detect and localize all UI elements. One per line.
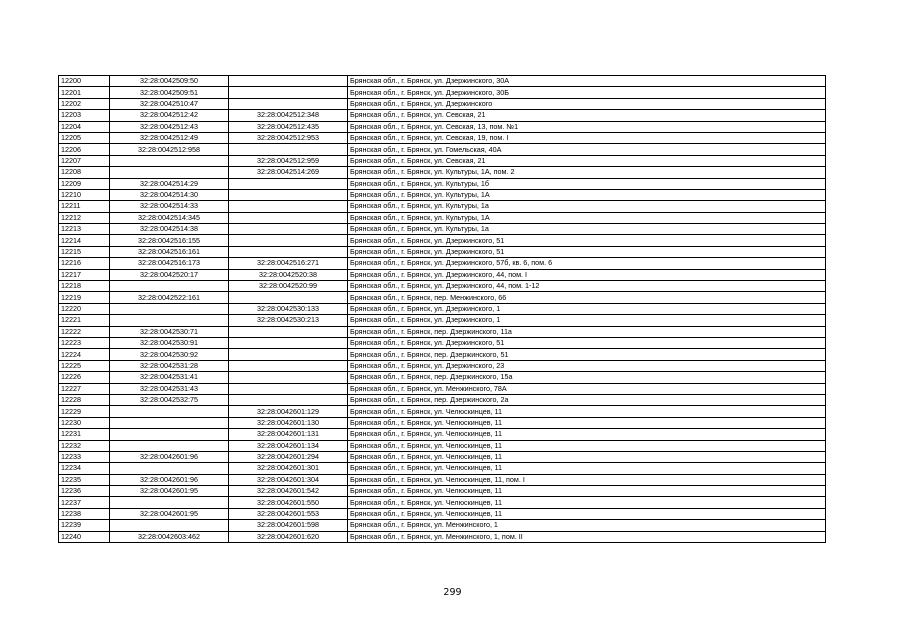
table-row <box>59 417 826 428</box>
building-cadastral-number-cell <box>229 383 348 394</box>
land-cadastral-number-cell: 32:28:0042516:173 <box>110 258 229 269</box>
building-cadastral-number-cell: 32:28:0042530:133 <box>229 303 348 314</box>
row-number-cell: 12211 <box>59 201 110 212</box>
address-cell: Брянская обл., г. Брянск, ул. Челюскинцев, 11 <box>348 440 826 451</box>
table-row <box>59 520 826 531</box>
table-row <box>59 440 826 451</box>
building-cadastral-number-cell: 32:28:0042601:294 <box>229 451 348 462</box>
table-row <box>59 189 826 200</box>
row-number-cell: 12237 <box>59 497 110 508</box>
address-cell: Брянская обл., г. Брянск, пер. Дзержинского, 51 <box>348 349 826 360</box>
row-number-cell: 12227 <box>59 383 110 394</box>
land-cadastral-number-cell <box>110 281 229 292</box>
address-cell: Брянская обл., г. Брянск, ул. Дзержинского, 57б, кв. 6, пом. 6 <box>348 258 826 269</box>
address-cell: Брянская обл., г. Брянск, ул. Челюскинцев, 11 <box>348 463 826 474</box>
building-cadastral-number-cell: 32:28:0042530:213 <box>229 315 348 326</box>
address-cell: Брянская обл., г. Брянск, ул. Культуры, 1б <box>348 178 826 189</box>
building-cadastral-number-cell: 32:28:0042601:301 <box>229 463 348 474</box>
table-row <box>59 474 826 485</box>
address-cell: Брянская обл., г. Брянск, ул. Дзержинского <box>348 98 826 109</box>
building-cadastral-number-cell <box>229 144 348 155</box>
row-number-cell: 12215 <box>59 246 110 257</box>
table-row <box>59 201 826 212</box>
building-cadastral-number-cell: 32:28:0042601:542 <box>229 486 348 497</box>
building-cadastral-number-cell <box>229 337 348 348</box>
address-cell: Брянская обл., г. Брянск, ул. Челюскинцев, 11 <box>348 497 826 508</box>
table-row <box>59 155 826 166</box>
land-cadastral-number-cell <box>110 463 229 474</box>
land-cadastral-number-cell <box>110 155 229 166</box>
address-cell: Брянская обл., г. Брянск, ул. Челюскинцев, 11 <box>348 417 826 428</box>
land-cadastral-number-cell <box>110 440 229 451</box>
building-cadastral-number-cell: 32:28:0042601:550 <box>229 497 348 508</box>
address-cell: Брянская обл., г. Брянск, ул. Гомельская, 40А <box>348 144 826 155</box>
table-row <box>59 246 826 257</box>
table-row <box>59 235 826 246</box>
table-row <box>59 429 826 440</box>
building-cadastral-number-cell <box>229 76 348 87</box>
address-cell: Брянская обл., г. Брянск, ул. Менжинского, 1, пом. II <box>348 531 826 542</box>
row-number-cell: 12218 <box>59 281 110 292</box>
table-row <box>59 178 826 189</box>
building-cadastral-number-cell <box>229 372 348 383</box>
table-row <box>59 315 826 326</box>
land-cadastral-number-cell: 32:28:0042514:33 <box>110 201 229 212</box>
building-cadastral-number-cell <box>229 246 348 257</box>
table-row <box>59 167 826 178</box>
land-cadastral-number-cell: 32:28:0042520:17 <box>110 269 229 280</box>
table-row <box>59 463 826 474</box>
land-cadastral-number-cell: 32:28:0042601:95 <box>110 508 229 519</box>
table-row <box>59 303 826 314</box>
table-row <box>59 360 826 371</box>
table-row <box>59 451 826 462</box>
table-row <box>59 121 826 132</box>
building-cadastral-number-cell: 32:28:0042601:129 <box>229 406 348 417</box>
address-cell: Брянская обл., г. Брянск, ул. Культуры, 1а <box>348 224 826 235</box>
address-cell: Брянская обл., г. Брянск, ул. Челюскинцев, 11 <box>348 508 826 519</box>
row-number-cell: 12232 <box>59 440 110 451</box>
building-cadastral-number-cell <box>229 212 348 223</box>
address-cell: Брянская обл., г. Брянск, ул. Дзержинского, 1 <box>348 315 826 326</box>
address-cell: Брянская обл., г. Брянск, ул. Севская, 21 <box>348 155 826 166</box>
address-cell: Брянская обл., г. Брянск, ул. Дзержинского, 1 <box>348 303 826 314</box>
row-number-cell: 12214 <box>59 235 110 246</box>
table-row <box>59 212 826 223</box>
table-row <box>59 406 826 417</box>
address-cell: Брянская обл., г. Брянск, ул. Челюскинцев, 11 <box>348 451 826 462</box>
table-row <box>59 531 826 542</box>
row-number-cell: 12224 <box>59 349 110 360</box>
land-cadastral-number-cell <box>110 417 229 428</box>
address-cell: Брянская обл., г. Брянск, ул. Менжинского, 1 <box>348 520 826 531</box>
building-cadastral-number-cell: 32:28:0042601:620 <box>229 531 348 542</box>
land-cadastral-number-cell <box>110 429 229 440</box>
address-cell: Брянская обл., г. Брянск, ул. Дзержинского, 44, пом. I <box>348 269 826 280</box>
land-cadastral-number-cell: 32:28:0042509:51 <box>110 87 229 98</box>
table-row <box>59 394 826 405</box>
table-body <box>59 76 826 543</box>
building-cadastral-number-cell <box>229 235 348 246</box>
building-cadastral-number-cell <box>229 178 348 189</box>
table-row <box>59 110 826 121</box>
address-cell: Брянская обл., г. Брянск, ул. Дзержинского, 51 <box>348 337 826 348</box>
table-row <box>59 269 826 280</box>
address-cell: Брянская обл., г. Брянск, пер. Менжинского, 66 <box>348 292 826 303</box>
land-cadastral-number-cell: 32:28:0042512:43 <box>110 121 229 132</box>
land-cadastral-number-cell: 32:28:0042514:38 <box>110 224 229 235</box>
land-cadastral-number-cell: 32:28:0042509:50 <box>110 76 229 87</box>
address-cell: Брянская обл., г. Брянск, ул. Севская, 13, пом. №1 <box>348 121 826 132</box>
row-number-cell: 12219 <box>59 292 110 303</box>
building-cadastral-number-cell <box>229 98 348 109</box>
table-row <box>59 258 826 269</box>
building-cadastral-number-cell: 32:28:0042514:269 <box>229 167 348 178</box>
row-number-cell: 12212 <box>59 212 110 223</box>
land-cadastral-number-cell: 32:28:0042531:41 <box>110 372 229 383</box>
building-cadastral-number-cell <box>229 224 348 235</box>
row-number-cell: 12225 <box>59 360 110 371</box>
land-cadastral-number-cell: 32:28:0042530:91 <box>110 337 229 348</box>
row-number-cell: 12205 <box>59 132 110 143</box>
address-cell: Брянская обл., г. Брянск, ул. Севская, 19, пом. I <box>348 132 826 143</box>
building-cadastral-number-cell <box>229 349 348 360</box>
table-row <box>59 508 826 519</box>
table-row <box>59 292 826 303</box>
row-number-cell: 12226 <box>59 372 110 383</box>
row-number-cell: 12240 <box>59 531 110 542</box>
page-number: 299 <box>443 587 462 598</box>
building-cadastral-number-cell: 32:28:0042520:38 <box>229 269 348 280</box>
address-cell: Брянская обл., г. Брянск, ул. Дзержинского, 30А <box>348 76 826 87</box>
land-cadastral-number-cell: 32:28:0042516:155 <box>110 235 229 246</box>
row-number-cell: 12238 <box>59 508 110 519</box>
building-cadastral-number-cell: 32:28:0042512:959 <box>229 155 348 166</box>
land-cadastral-number-cell: 32:28:0042530:92 <box>110 349 229 360</box>
row-number-cell: 12222 <box>59 326 110 337</box>
row-number-cell: 12200 <box>59 76 110 87</box>
building-cadastral-number-cell: 32:28:0042601:553 <box>229 508 348 519</box>
building-cadastral-number-cell <box>229 201 348 212</box>
address-cell: Брянская обл., г. Брянск, ул. Дзержинского, 23 <box>348 360 826 371</box>
land-cadastral-number-cell: 32:28:0042512:42 <box>110 110 229 121</box>
address-cell: Брянская обл., г. Брянск, ул. Челюскинцев, 11 <box>348 429 826 440</box>
building-cadastral-number-cell <box>229 292 348 303</box>
address-cell: Брянская обл., г. Брянск, ул. Дзержинского, 30Б <box>348 87 826 98</box>
table-row <box>59 98 826 109</box>
land-cadastral-number-cell <box>110 303 229 314</box>
land-cadastral-number-cell: 32:28:0042532:75 <box>110 394 229 405</box>
row-number-cell: 12234 <box>59 463 110 474</box>
table-row <box>59 281 826 292</box>
land-cadastral-number-cell: 32:28:0042516:161 <box>110 246 229 257</box>
address-cell: Брянская обл., г. Брянск, ул. Челюскинцев, 11 <box>348 486 826 497</box>
table-row <box>59 326 826 337</box>
land-cadastral-number-cell <box>110 497 229 508</box>
building-cadastral-number-cell: 32:28:0042601:134 <box>229 440 348 451</box>
building-cadastral-number-cell: 32:28:0042512:348 <box>229 110 348 121</box>
table-row <box>59 372 826 383</box>
row-number-cell: 12233 <box>59 451 110 462</box>
row-number-cell: 12208 <box>59 167 110 178</box>
row-number-cell: 12239 <box>59 520 110 531</box>
land-cadastral-number-cell: 32:28:0042531:28 <box>110 360 229 371</box>
row-number-cell: 12223 <box>59 337 110 348</box>
land-cadastral-number-cell: 32:28:0042531:43 <box>110 383 229 394</box>
address-cell: Брянская обл., г. Брянск, пер. Дзержинского, 11а <box>348 326 826 337</box>
row-number-cell: 12228 <box>59 394 110 405</box>
land-cadastral-number-cell <box>110 315 229 326</box>
row-number-cell: 12204 <box>59 121 110 132</box>
land-cadastral-number-cell <box>110 520 229 531</box>
row-number-cell: 12235 <box>59 474 110 485</box>
row-number-cell: 12207 <box>59 155 110 166</box>
address-cell: Брянская обл., г. Брянск, ул. Менжинского, 78А <box>348 383 826 394</box>
land-cadastral-number-cell: 32:28:0042512:958 <box>110 144 229 155</box>
row-number-cell: 12221 <box>59 315 110 326</box>
row-number-cell: 12210 <box>59 189 110 200</box>
building-cadastral-number-cell <box>229 189 348 200</box>
row-number-cell: 12206 <box>59 144 110 155</box>
property-register-table <box>58 75 826 543</box>
table-row <box>59 337 826 348</box>
building-cadastral-number-cell: 32:28:0042601:598 <box>229 520 348 531</box>
row-number-cell: 12230 <box>59 417 110 428</box>
row-number-cell: 12236 <box>59 486 110 497</box>
building-cadastral-number-cell: 32:28:0042601:131 <box>229 429 348 440</box>
land-cadastral-number-cell: 32:28:0042601:96 <box>110 474 229 485</box>
address-cell: Брянская обл., г. Брянск, ул. Севская, 21 <box>348 110 826 121</box>
land-cadastral-number-cell <box>110 167 229 178</box>
land-cadastral-number-cell: 32:28:0042514:30 <box>110 189 229 200</box>
row-number-cell: 12209 <box>59 178 110 189</box>
address-cell: Брянская обл., г. Брянск, пер. Дзержинского, 2а <box>348 394 826 405</box>
land-cadastral-number-cell: 32:28:0042512:49 <box>110 132 229 143</box>
land-cadastral-number-cell: 32:28:0042514:29 <box>110 178 229 189</box>
table-row <box>59 383 826 394</box>
row-number-cell: 12220 <box>59 303 110 314</box>
building-cadastral-number-cell <box>229 360 348 371</box>
address-cell: Брянская обл., г. Брянск, ул. Челюскинцев, 11 <box>348 406 826 417</box>
address-cell: Брянская обл., г. Брянск, ул. Культуры, 1А <box>348 212 826 223</box>
address-cell: Брянская обл., г. Брянск, ул. Дзержинского, 51 <box>348 235 826 246</box>
building-cadastral-number-cell: 32:28:0042512:953 <box>229 132 348 143</box>
land-cadastral-number-cell: 32:28:0042601:96 <box>110 451 229 462</box>
address-cell: Брянская обл., г. Брянск, ул. Культуры, 1А, пом. 2 <box>348 167 826 178</box>
land-cadastral-number-cell: 32:28:0042514:345 <box>110 212 229 223</box>
row-number-cell: 12202 <box>59 98 110 109</box>
building-cadastral-number-cell <box>229 87 348 98</box>
row-number-cell: 12231 <box>59 429 110 440</box>
address-cell: Брянская обл., г. Брянск, ул. Культуры, 1а <box>348 201 826 212</box>
building-cadastral-number-cell: 32:28:0042601:304 <box>229 474 348 485</box>
table-row <box>59 349 826 360</box>
table-row <box>59 87 826 98</box>
building-cadastral-number-cell <box>229 394 348 405</box>
land-cadastral-number-cell: 32:28:0042522:161 <box>110 292 229 303</box>
row-number-cell: 12217 <box>59 269 110 280</box>
table-row <box>59 76 826 87</box>
address-cell: Брянская обл., г. Брянск, ул. Дзержинского, 51 <box>348 246 826 257</box>
address-cell: Брянская обл., г. Брянск, пер. Дзержинского, 15а <box>348 372 826 383</box>
land-cadastral-number-cell: 32:28:0042601:95 <box>110 486 229 497</box>
row-number-cell: 12216 <box>59 258 110 269</box>
table-row <box>59 144 826 155</box>
land-cadastral-number-cell: 32:28:0042603:462 <box>110 531 229 542</box>
address-cell: Брянская обл., г. Брянск, ул. Дзержинского, 44, пом. 1-12 <box>348 281 826 292</box>
table-row <box>59 486 826 497</box>
land-cadastral-number-cell: 32:28:0042510:47 <box>110 98 229 109</box>
row-number-cell: 12201 <box>59 87 110 98</box>
table-row <box>59 132 826 143</box>
building-cadastral-number-cell <box>229 326 348 337</box>
table-row <box>59 224 826 235</box>
building-cadastral-number-cell: 32:28:0042520:99 <box>229 281 348 292</box>
row-number-cell: 12203 <box>59 110 110 121</box>
building-cadastral-number-cell: 32:28:0042516:271 <box>229 258 348 269</box>
row-number-cell: 12229 <box>59 406 110 417</box>
address-cell: Брянская обл., г. Брянск, ул. Челюскинцев, 11, пом. I <box>348 474 826 485</box>
address-cell: Брянская обл., г. Брянск, ул. Культуры, 1А <box>348 189 826 200</box>
building-cadastral-number-cell: 32:28:0042512:435 <box>229 121 348 132</box>
land-cadastral-number-cell: 32:28:0042530:71 <box>110 326 229 337</box>
row-number-cell: 12213 <box>59 224 110 235</box>
land-cadastral-number-cell <box>110 406 229 417</box>
building-cadastral-number-cell: 32:28:0042601:130 <box>229 417 348 428</box>
table-row <box>59 497 826 508</box>
